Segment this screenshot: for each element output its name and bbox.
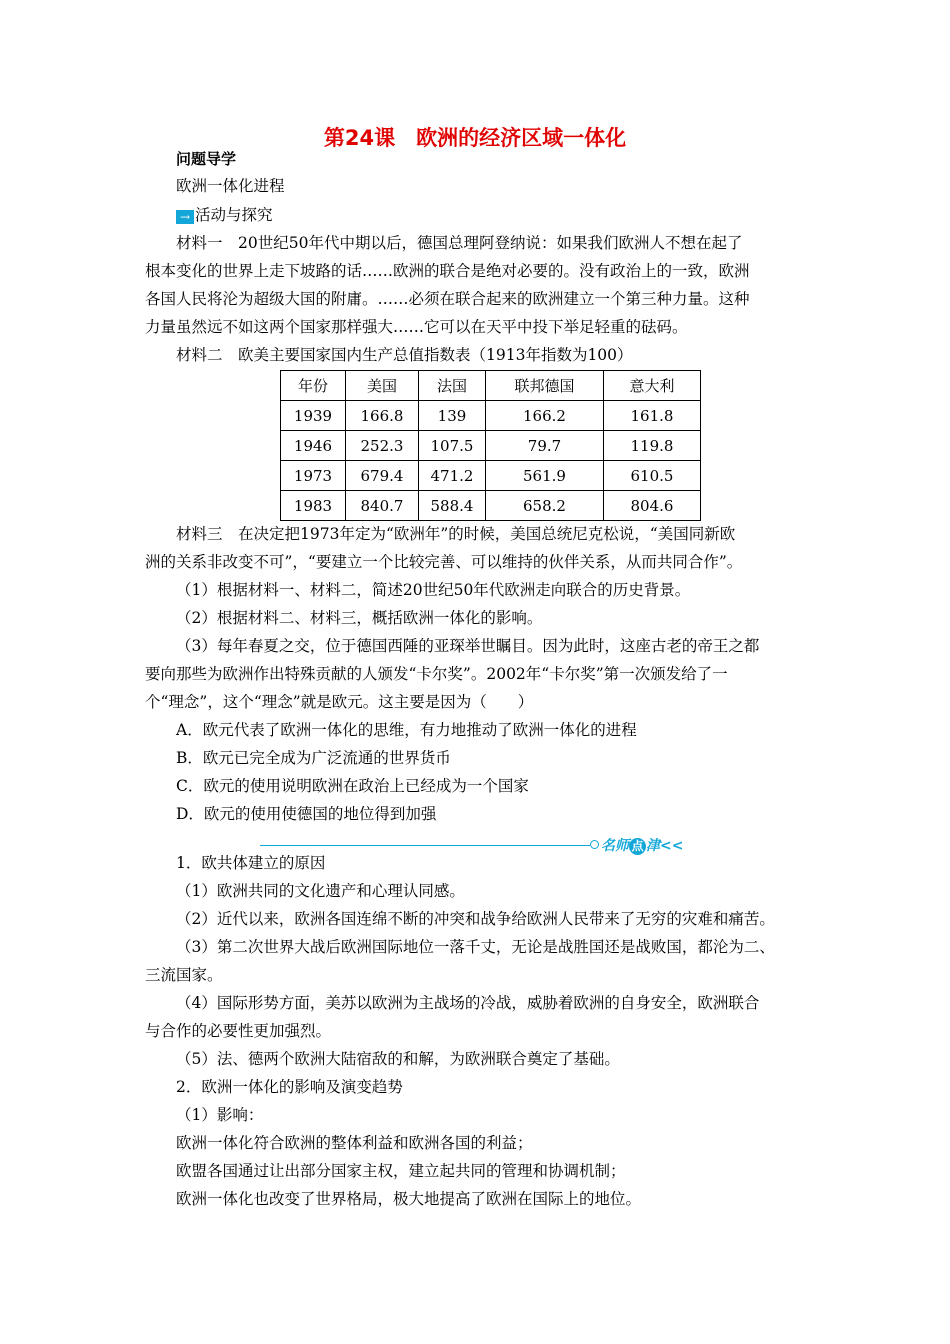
table-cell: 840.7 — [346, 491, 419, 521]
table-row — [281, 461, 701, 491]
point2-title: 2．欧洲一体化的影响及演变趋势 — [176, 1078, 403, 1096]
table-header-cell: 年份 — [281, 371, 346, 401]
lesson-title: 第24课 欧洲的经济区域一体化 — [323, 126, 627, 150]
question-3-line: 要向那些为欧洲作出特殊贡献的人颁发“卡尔奖”。2002年“卡尔奖”第一次颁发给了一 — [145, 665, 728, 683]
table-cell: 119.8 — [604, 431, 701, 461]
table-cell: 561.9 — [486, 461, 604, 491]
question-2: （2）根据材料二、材料三，概括欧洲一体化的影响。 — [176, 609, 543, 627]
table-row — [281, 401, 701, 431]
option-a: A．欧元代表了欧洲一体化的思维，有力地推动了欧洲一体化的进程 — [176, 721, 637, 739]
table-cell: 471.2 — [419, 461, 486, 491]
question-3-line: 个“理念”，这个“理念”就是欧元。这主要是因为（ ） — [145, 693, 534, 711]
point2-line: 欧盟各国通过让出部分国家主权，建立起共同的管理和协调机制； — [176, 1162, 626, 1180]
material1-line: 力量虽然远不如这两个国家那样强大……它可以在天平中投下举足轻重的砝码。 — [145, 318, 688, 336]
table-cell: 804.6 — [604, 491, 701, 521]
table-cell: 658.2 — [486, 491, 604, 521]
table-cell: 1973 — [281, 461, 346, 491]
banner-tail: << — [660, 838, 684, 854]
table-cell: 1939 — [281, 401, 346, 431]
dot-icon — [590, 840, 599, 849]
table-header-cell: 美国 — [346, 371, 419, 401]
arrow-icon: → — [176, 210, 194, 224]
material1-line: 根本变化的世界上走下坡路的话……欧洲的联合是绝对必要的。没有政治上的一致，欧洲 — [145, 262, 750, 280]
table-cell: 166.2 — [486, 401, 604, 431]
material1-line: 材料一 20世纪50年代中期以后，德国总理阿登纳说：如果我们欧洲人不想在起了 — [176, 234, 743, 252]
point1-item: （3）第二次世界大战后欧洲国际地位一落千丈，无论是战胜国还是战败国，都沦为二、 — [176, 938, 775, 956]
gdp-index-table — [280, 370, 701, 521]
table-cell: 1983 — [281, 491, 346, 521]
material3-line: 洲的关系非改变不可”，“要建立一个比较完善、可以维持的伙伴关系，从而共同合作”。 — [145, 553, 743, 571]
option-d: D．欧元的使用使德国的地位得到加强 — [176, 805, 437, 823]
table-row — [281, 431, 701, 461]
point1-item: 与合作的必要性更加强烈。 — [145, 1022, 332, 1040]
point1-item: （1）欧洲共同的文化遗产和心理认同感。 — [176, 882, 465, 900]
table-cell: 166.8 — [346, 401, 419, 431]
activity-heading — [176, 204, 816, 226]
table-header-cell: 意大利 — [604, 371, 701, 401]
banner-pre: 名师 — [601, 838, 629, 854]
subheading: 欧洲一体化进程 — [176, 177, 285, 195]
point2-line: 欧洲一体化也改变了世界格局，极大地提高了欧洲在国际上的地位。 — [176, 1190, 642, 1208]
banner-post: 津 — [646, 838, 660, 854]
table-row — [281, 491, 701, 521]
table-cell: 1946 — [281, 431, 346, 461]
table-cell: 107.5 — [419, 431, 486, 461]
table-cell: 161.8 — [604, 401, 701, 431]
material3-line: 材料三 在决定把1973年定为“欧洲年”的时候，美国总统尼克松说，“美国同新欧 — [176, 525, 736, 543]
table-cell: 139 — [419, 401, 486, 431]
point1-item: （2）近代以来，欧洲各国连绵不断的冲突和战争给欧洲人民带来了无穷的灾难和痛苦。 — [176, 910, 775, 928]
option-b: B．欧元已完全成为广泛流通的世界货币 — [176, 749, 451, 767]
table-cell: 679.4 — [346, 461, 419, 491]
table-header-cell: 联邦德国 — [486, 371, 604, 401]
section-heading: 问题导学 — [176, 150, 237, 168]
material1-line: 各国人民将沦为超级大国的附庸。……必须在联合起来的欧洲建立一个第三种力量。这种 — [145, 290, 750, 308]
point1-item: （4）国际形势方面，美苏以欧洲为主战场的冷战，威胁着欧洲的自身安全，欧洲联合 — [176, 994, 760, 1012]
point1-item: 三流国家。 — [145, 966, 223, 984]
point2-line: 欧洲一体化符合欧洲的整体利益和欧洲各国的利益； — [176, 1134, 533, 1152]
circle-badge: 点 — [629, 838, 646, 855]
table-cell: 79.7 — [486, 431, 604, 461]
option-c: C．欧元的使用说明欧洲在政治上已经成为一个国家 — [176, 777, 529, 795]
question-3-line: （3）每年春夏之交，位于德国西陲的亚琛举世瞩目。因为此时，这座古老的帝王之都 — [176, 637, 760, 655]
table-header-cell: 法国 — [419, 371, 486, 401]
point1-item: （5）法、德两个欧洲大陆宿敌的和解，为欧洲联合奠定了基础。 — [176, 1050, 620, 1068]
activity-label: 活动与探究 — [195, 206, 273, 224]
material2-caption: 材料二 欧美主要国家国内生产总值指数表（1913年指数为100） — [176, 346, 633, 364]
question-1: （1）根据材料一、材料二，简述20世纪50年代欧洲走向联合的历史背景。 — [176, 581, 691, 599]
point1-title: 1．欧共体建立的原因 — [176, 854, 326, 872]
table-cell: 588.4 — [419, 491, 486, 521]
table-cell: 610.5 — [604, 461, 701, 491]
point2-subtitle: （1）影响： — [176, 1106, 264, 1124]
section-divider — [260, 845, 590, 846]
table-header-row — [281, 371, 701, 401]
table-cell: 252.3 — [346, 431, 419, 461]
